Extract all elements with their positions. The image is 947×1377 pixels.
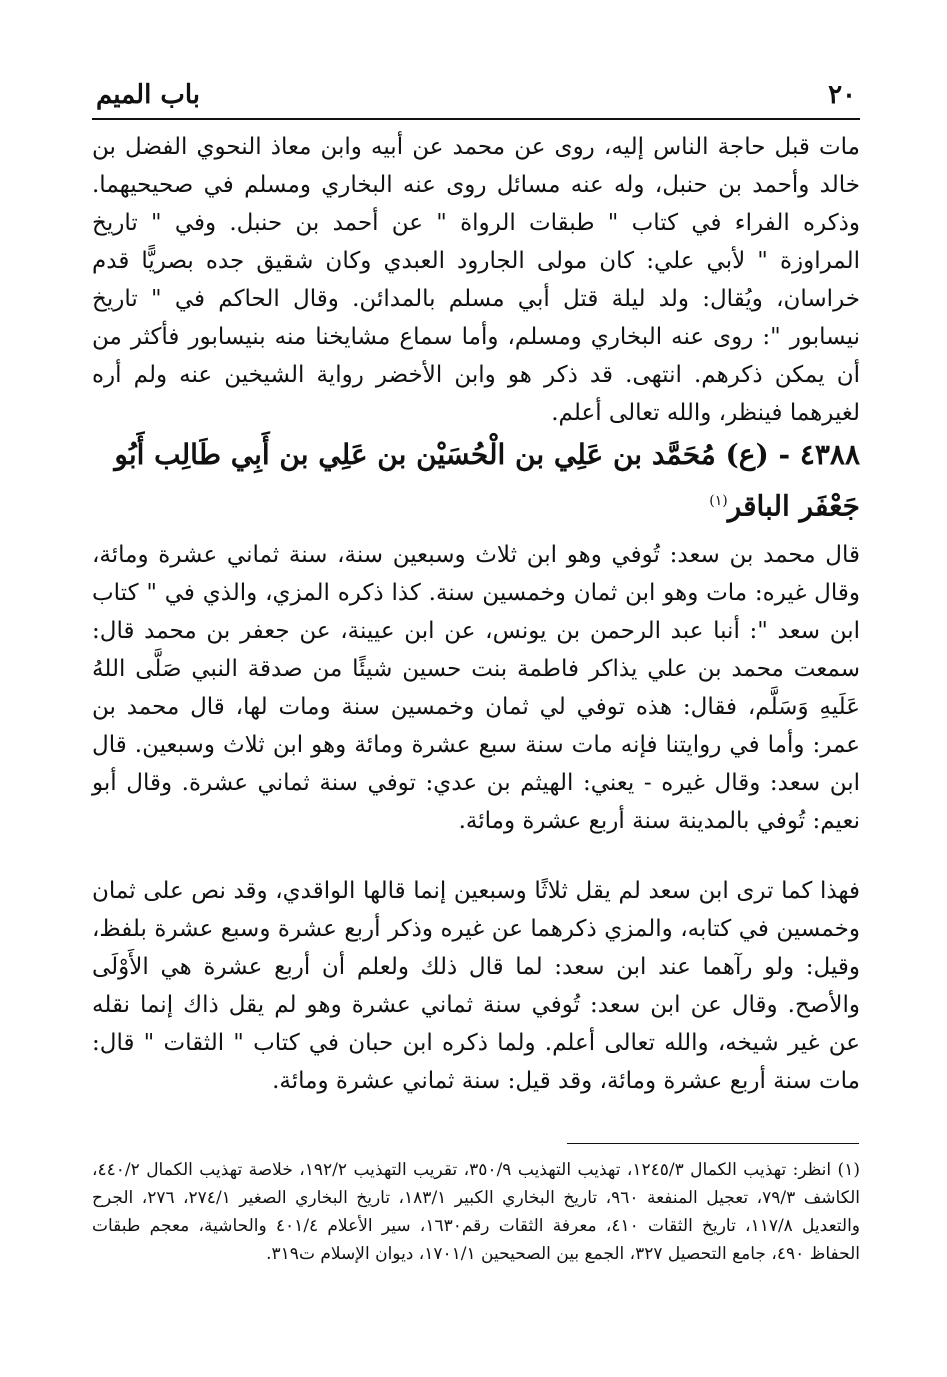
footnote-reference: (١)	[709, 493, 728, 509]
paragraph-2: قال محمد بن سعد: تُوفي وهو ابن ثلاث وسبعين سنة، سنة ثماني عشرة ومائة، وقال غيره: مات وهو ابن ثمان وخمسين سنة. كذا ذكره المزي، والذي في " كتاب ابن سعد ": أنبا عبد الرحمن بن يونس، عن ابن عيينة، عن جعفر بن محمد قال: سمعت محمد بن علي يذاكر فاطمة بنت حسين شيئًا من صدقة النبي صَلَّى اللهُ عَلَيهِ وَسَلَّم، فقال: هذه توفي لي ثمان وخمسين سنة ومات لها، قال محمد بن عمر: وأما في روايتنا فإنه مات سنة سبع عشرة ومائة وهو ابن ثلاث وسبعين. قال ابن سعد: وقال غيره - يعني: الهيثم بن عدي: توفي سنة ثماني عشرة. وقال أبو نعيم: تُوفي بالمدينة سنة أربع عشرة ومائة.	[92, 542, 860, 834]
entry-heading	[92, 432, 860, 529]
entry-heading-text: ٤٣٨٨ - (ع) مُحَمَّد بن عَلِي بن الْحُسَيْن بن عَلِي بن أَبِي طَالِب أَبُو جَعْفَر الباقر	[114, 438, 860, 523]
footnote: (١) انظر: تهذيب الكمال ١٢٤٥/٣، تهذيب التهذيب ٣٥٠/٩، تقريب التهذيب ١٩٢/٢، خلاصة تهذيب الكمال ٤٤٠/٢، الكاشف ٧٩/٣، تعجيل المنفعة ٩٦٠، تاريخ البخاري الكبير ١٨٣/١، تاريخ البخاري الصغير ٢٧٤/١، ٢٧٦، الجرح والتعديل ١١٧/٨، تاريخ الثقات ٤١٠، معرفة الثقات رقم١٦٣٠، سير الأعلام ٤٠١/٤ والحاشية، معجم طبقات الحفاظ ٤٩٠، جامع التحصيل ٣٢٧، الجمع بين الصحيحين ١٧٠١/١، ديوان الإسلام ت٣١٩.	[92, 1160, 861, 1264]
paragraph-3: فهذا كما ترى ابن سعد لم يقل ثلاثًا وسبعين إنما قالها الواقدي، وقد نص على ثمان وخمسين في كتابه، والمزي ذكرهما عن غيره وذكر أربع عشرة وسبع عشرة بلفظ، وقيل: ولو رآهما عند ابن سعد: لما قال ذلك ولعلم أن أربع عشرة هي الأَوْلَى والأصح. وقال عن ابن سعد: تُوفي سنة ثماني عشرة وهو لم يقل ذاك إنما نقله عن غير شيخه، والله تعالى أعلم. ولما ذكره ابن حبان في كتاب " الثقات " قال: مات سنة أربع عشرة ومائة، وقد قيل: سنة ثماني عشرة ومائة.	[92, 878, 860, 1094]
page-header	[92, 78, 860, 120]
page-number: ٢٠	[828, 80, 856, 110]
chapter-title: باب الميم	[96, 80, 201, 110]
paragraph-1: مات قبل حاجة الناس إليه، روى عن محمد عن أبيه وابن معاذ النحوي الفضل بن خالد وأحمد بن حنبل، وله عنه مسائل روى عنه البخاري ومسلم في صحيحيهما. وذكره الفراء في كتاب " طبقات الرواة " عن أحمد بن حنبل. وفي " تاريخ المراوزة " لأبي علي: كان مولى الجارود العبدي وكان شقيق جده بصريًّا قدم خراسان، ويُقال: ولد ليلة قتل أبي مسلم بالمدائن. وقال الحاكم في " تاريخ نيسابور ": روى عنه البخاري ومسلم، وأما سماع مشايخنا منه بنيسابور فأكثر من أن يمكن ذكرهم. انتهى. قد ذكر هو وابن الأخضر رواية الشيخين عنه ولم أره لغيرهما فينظر، والله تعالى أعلم.	[92, 134, 860, 426]
footnote-divider	[567, 1143, 859, 1144]
